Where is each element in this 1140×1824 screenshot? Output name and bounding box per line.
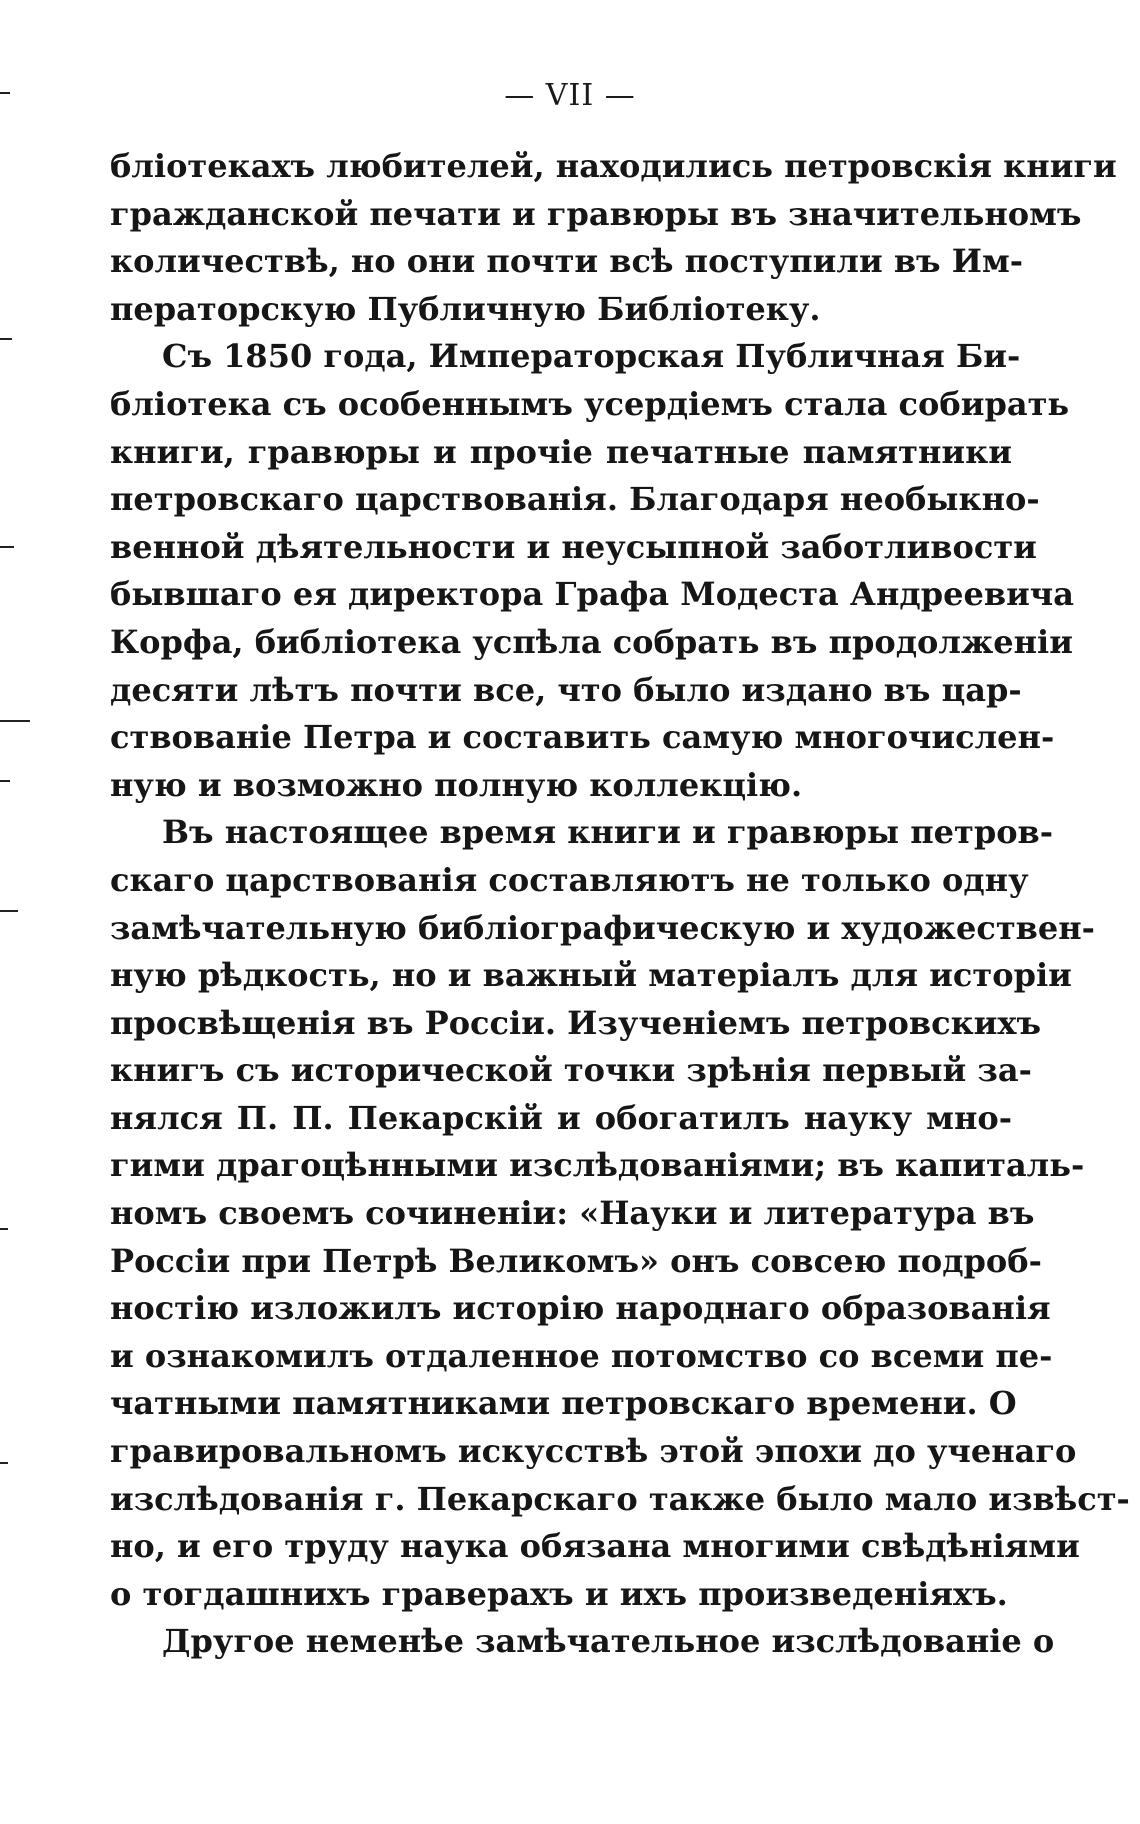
text-line: книги, гравюры и прочіе печатные памятники	[110, 432, 1012, 471]
text-line: гравировальномъ искусствѣ этой эпохи до ученаго	[110, 1432, 1077, 1471]
text-line: ностію изложилъ исторію народнаго образованія	[110, 1289, 1051, 1328]
scan-margin-mark	[0, 1228, 8, 1230]
scan-margin-mark	[0, 720, 30, 722]
text-line: книгъ съ исторической точки зрѣнія первый за-	[110, 1051, 1032, 1090]
text-line: ную рѣдкость, но и важный матеріалъ для исторіи	[110, 956, 1072, 995]
page-number: — VII —	[504, 78, 636, 113]
text-line: изслѣдованія г. Пекарскаго также было мало извѣст-	[110, 1479, 1130, 1518]
text-line: Съ 1850 года, Императорская Публичная Би-	[162, 337, 1021, 376]
text-line: просвѣщенія въ Россіи. Изученіемъ петровскихъ	[110, 1003, 1042, 1042]
text-line: бліотека съ особеннымъ усердіемъ стала собирать	[110, 384, 1070, 423]
scan-margin-mark	[0, 338, 12, 340]
scan-margin-mark	[0, 546, 14, 548]
text-line: венной дѣятельности и неусыпной заботливости	[110, 527, 1037, 566]
text-line: петровскаго царствованія. Благодаря необыкно-	[110, 480, 1040, 519]
text-line: ператорскую Публичную Библіотеку.	[110, 289, 821, 328]
text-line: гражданской печати и гравюры въ значительномъ	[110, 194, 1082, 233]
text-line: Другое неменѣе замѣчательное изслѣдованіе о	[162, 1622, 1055, 1661]
body-text	[110, 143, 1130, 1666]
text-line: замѣчательную библіографическую и художествен-	[110, 908, 1095, 947]
scan-margin-mark	[0, 910, 18, 912]
text-line: бліотекахъ любителей, находились петровскія книги	[110, 147, 1117, 185]
text-line: нялся П. П. Пекарскій и обогатилъ науку мно-	[110, 1098, 1012, 1137]
text-line: гими драгоцѣнными изслѣдованіями; въ капиталь-	[110, 1146, 1085, 1185]
text-line: ную и возможно полную коллекцію.	[110, 765, 803, 804]
text-line: Въ настоящее время книги и гравюры петров-	[162, 813, 1054, 852]
text-line: скаго царствованія составляютъ не только одну	[110, 860, 1029, 899]
text-line: номъ своемъ сочиненіи: «Науки и литература въ	[110, 1194, 1035, 1233]
scan-margin-mark	[0, 780, 10, 782]
scan-margin-mark	[0, 1462, 8, 1464]
text-line: чатными памятниками петровскаго времени. О	[110, 1384, 1017, 1423]
scan-margin-mark	[0, 92, 10, 94]
text-line: бывшаго ея директора Графа Модеста Андреевича	[110, 575, 1074, 614]
text-line: Россіи при Петрѣ Великомъ» онъ совсею подроб-	[110, 1241, 1042, 1280]
text-line: Корфа, библіотека успѣла собрать въ продолженіи	[110, 622, 1073, 661]
text-line: о тогдашнихъ граверахъ и ихъ произведеніяхъ.	[110, 1574, 1008, 1613]
text-line: десяти лѣтъ почти все, что было издано въ цар-	[110, 670, 1022, 709]
text-line: ствованіе Петра и составить самую многочислен-	[110, 718, 1055, 757]
text-line: и ознакомилъ отдаленное потомство со всеми пе-	[110, 1336, 1053, 1375]
text-line: но, и его труду наука обязана многими свѣдѣніями	[110, 1527, 1080, 1566]
text-line: количествѣ, но они почти всѣ поступили въ Им-	[110, 242, 1024, 281]
